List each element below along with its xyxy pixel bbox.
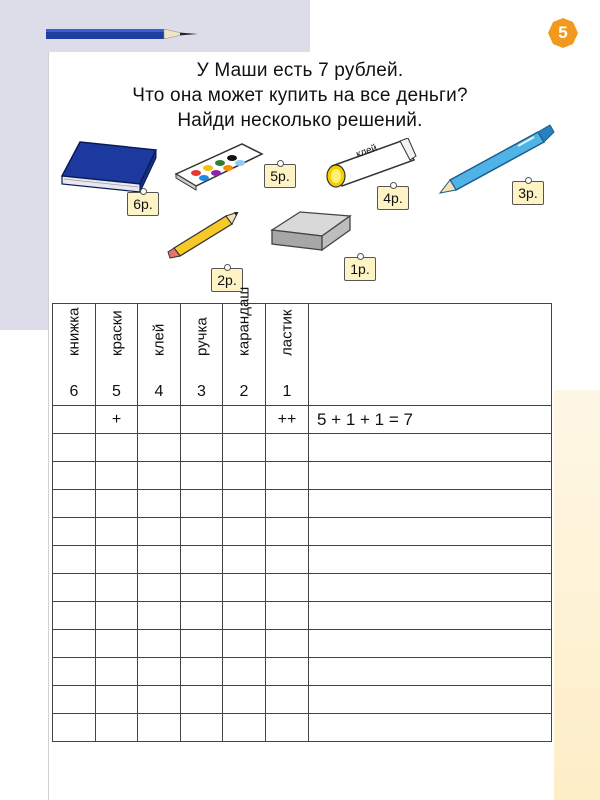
mark-cell[interactable]: ++ <box>266 406 309 434</box>
mark-cell[interactable] <box>181 490 223 518</box>
mark-cell[interactable] <box>266 546 309 574</box>
mark-cell[interactable] <box>223 490 266 518</box>
price-paints: 5 <box>96 379 138 406</box>
mark-cell[interactable] <box>138 686 181 714</box>
table-row <box>53 714 552 742</box>
mark-cell[interactable] <box>181 518 223 546</box>
header-paints: краски <box>96 304 138 380</box>
table-row <box>53 546 552 574</box>
table-row <box>53 518 552 546</box>
mark-cell[interactable] <box>266 518 309 546</box>
mark-cell[interactable] <box>53 602 96 630</box>
equation-cell[interactable] <box>309 602 552 630</box>
mark-cell[interactable] <box>96 546 138 574</box>
mark-cell[interactable] <box>266 714 309 742</box>
mark-cell[interactable] <box>181 686 223 714</box>
table-row <box>53 658 552 686</box>
mark-cell[interactable] <box>138 518 181 546</box>
mark-cell[interactable] <box>223 602 266 630</box>
mark-cell[interactable] <box>223 630 266 658</box>
mark-cell[interactable] <box>96 462 138 490</box>
mark-cell[interactable] <box>138 630 181 658</box>
price-tag-eraser: 1р. <box>344 257 376 281</box>
mark-cell[interactable] <box>96 574 138 602</box>
equation-cell[interactable]: 5 + 1 + 1 = 7 <box>309 406 552 434</box>
price-tag-glue: 4р. <box>377 186 409 210</box>
table-header-row <box>53 304 552 380</box>
mark-cell[interactable] <box>53 434 96 462</box>
mark-cell[interactable] <box>138 434 181 462</box>
price-pen: 3 <box>181 379 223 406</box>
decorative-pencil-icon <box>46 26 198 42</box>
price-tag-pen: 3р. <box>512 181 544 205</box>
task-line-2: Что она может купить на все деньги? <box>132 85 468 106</box>
mark-cell[interactable] <box>266 630 309 658</box>
price-tag-pencil: 2р. <box>211 268 243 292</box>
mark-cell[interactable] <box>53 546 96 574</box>
mark-cell[interactable] <box>96 490 138 518</box>
mark-cell[interactable] <box>53 658 96 686</box>
equation-cell[interactable] <box>309 574 552 602</box>
mark-cell[interactable] <box>138 602 181 630</box>
mark-cell[interactable] <box>138 462 181 490</box>
mark-cell[interactable] <box>223 574 266 602</box>
mark-cell[interactable] <box>266 490 309 518</box>
table-row <box>53 686 552 714</box>
pencil-icon <box>166 212 240 262</box>
table-row <box>53 490 552 518</box>
equation-cell[interactable] <box>309 490 552 518</box>
mark-cell[interactable] <box>266 434 309 462</box>
price-tag-book: 6р. <box>127 192 159 216</box>
equation-cell[interactable] <box>309 714 552 742</box>
mark-cell[interactable] <box>223 546 266 574</box>
solutions-table <box>52 286 552 742</box>
mark-cell[interactable] <box>266 462 309 490</box>
mark-cell[interactable] <box>266 686 309 714</box>
equation-cell[interactable] <box>309 518 552 546</box>
mark-cell[interactable] <box>266 602 309 630</box>
equation-cell[interactable] <box>309 434 552 462</box>
header-pencil: карандаш <box>223 304 266 380</box>
mark-cell[interactable] <box>181 714 223 742</box>
mark-cell[interactable] <box>53 574 96 602</box>
mark-cell[interactable] <box>53 518 96 546</box>
mark-cell[interactable] <box>53 406 96 434</box>
page-number-badge <box>547 17 579 49</box>
mark-cell[interactable] <box>138 658 181 686</box>
table-row <box>53 574 552 602</box>
mark-cell[interactable] <box>181 462 223 490</box>
task-line-3: Найди несколько решений. <box>177 110 423 131</box>
header-eraser: ластик <box>266 304 309 380</box>
mark-cell[interactable] <box>223 434 266 462</box>
mark-cell[interactable] <box>138 546 181 574</box>
mark-cell[interactable] <box>181 658 223 686</box>
price-book: 6 <box>53 379 96 406</box>
mark-cell[interactable] <box>53 462 96 490</box>
mark-cell[interactable] <box>266 574 309 602</box>
mark-cell[interactable] <box>181 406 223 434</box>
table-row <box>53 434 552 462</box>
mark-cell[interactable] <box>223 406 266 434</box>
mark-cell[interactable] <box>223 658 266 686</box>
price-pencil: 2 <box>223 379 266 406</box>
mark-cell[interactable] <box>223 462 266 490</box>
mark-cell[interactable] <box>96 714 138 742</box>
mark-cell[interactable] <box>223 518 266 546</box>
mark-cell[interactable] <box>181 574 223 602</box>
equation-cell[interactable] <box>309 546 552 574</box>
mark-cell[interactable] <box>53 490 96 518</box>
mark-cell[interactable] <box>138 714 181 742</box>
header-glue: клей <box>138 304 181 380</box>
price-glue: 4 <box>138 379 181 406</box>
equation-cell[interactable] <box>309 462 552 490</box>
table-row <box>53 602 552 630</box>
header-book: книжка <box>53 304 96 380</box>
page-number: 5 <box>558 23 568 42</box>
mark-cell[interactable] <box>138 574 181 602</box>
table-row <box>53 630 552 658</box>
paints-icon <box>172 140 268 192</box>
mark-cell[interactable] <box>96 434 138 462</box>
mark-cell[interactable] <box>181 630 223 658</box>
table-row <box>53 406 552 434</box>
mark-cell[interactable] <box>53 630 96 658</box>
mark-cell[interactable] <box>53 714 96 742</box>
task-line-1: У Маши есть 7 рублей. <box>196 60 404 81</box>
mark-cell[interactable] <box>181 434 223 462</box>
mark-cell[interactable] <box>96 602 138 630</box>
equation-cell[interactable] <box>309 630 552 658</box>
price-eraser: 1 <box>266 379 309 406</box>
header-pen: ручка <box>181 304 223 380</box>
mark-cell[interactable]: + <box>96 406 138 434</box>
mark-cell[interactable] <box>223 686 266 714</box>
mark-cell[interactable] <box>138 490 181 518</box>
mark-cell[interactable] <box>53 686 96 714</box>
mark-cell[interactable] <box>138 406 181 434</box>
glue-label: клей <box>354 142 379 161</box>
mark-cell[interactable] <box>96 658 138 686</box>
mark-cell[interactable] <box>223 714 266 742</box>
mark-cell[interactable] <box>266 658 309 686</box>
mark-cell[interactable] <box>96 686 138 714</box>
equation-cell[interactable] <box>309 686 552 714</box>
mark-cell[interactable] <box>181 546 223 574</box>
price-tag-paints: 5р. <box>264 164 296 188</box>
mark-cell[interactable] <box>96 518 138 546</box>
mark-cell[interactable] <box>96 630 138 658</box>
equation-cell[interactable] <box>309 658 552 686</box>
task-text <box>50 58 550 133</box>
eraser-icon <box>270 208 352 252</box>
header-equation <box>309 304 552 406</box>
mark-cell[interactable] <box>181 602 223 630</box>
table-row <box>53 462 552 490</box>
